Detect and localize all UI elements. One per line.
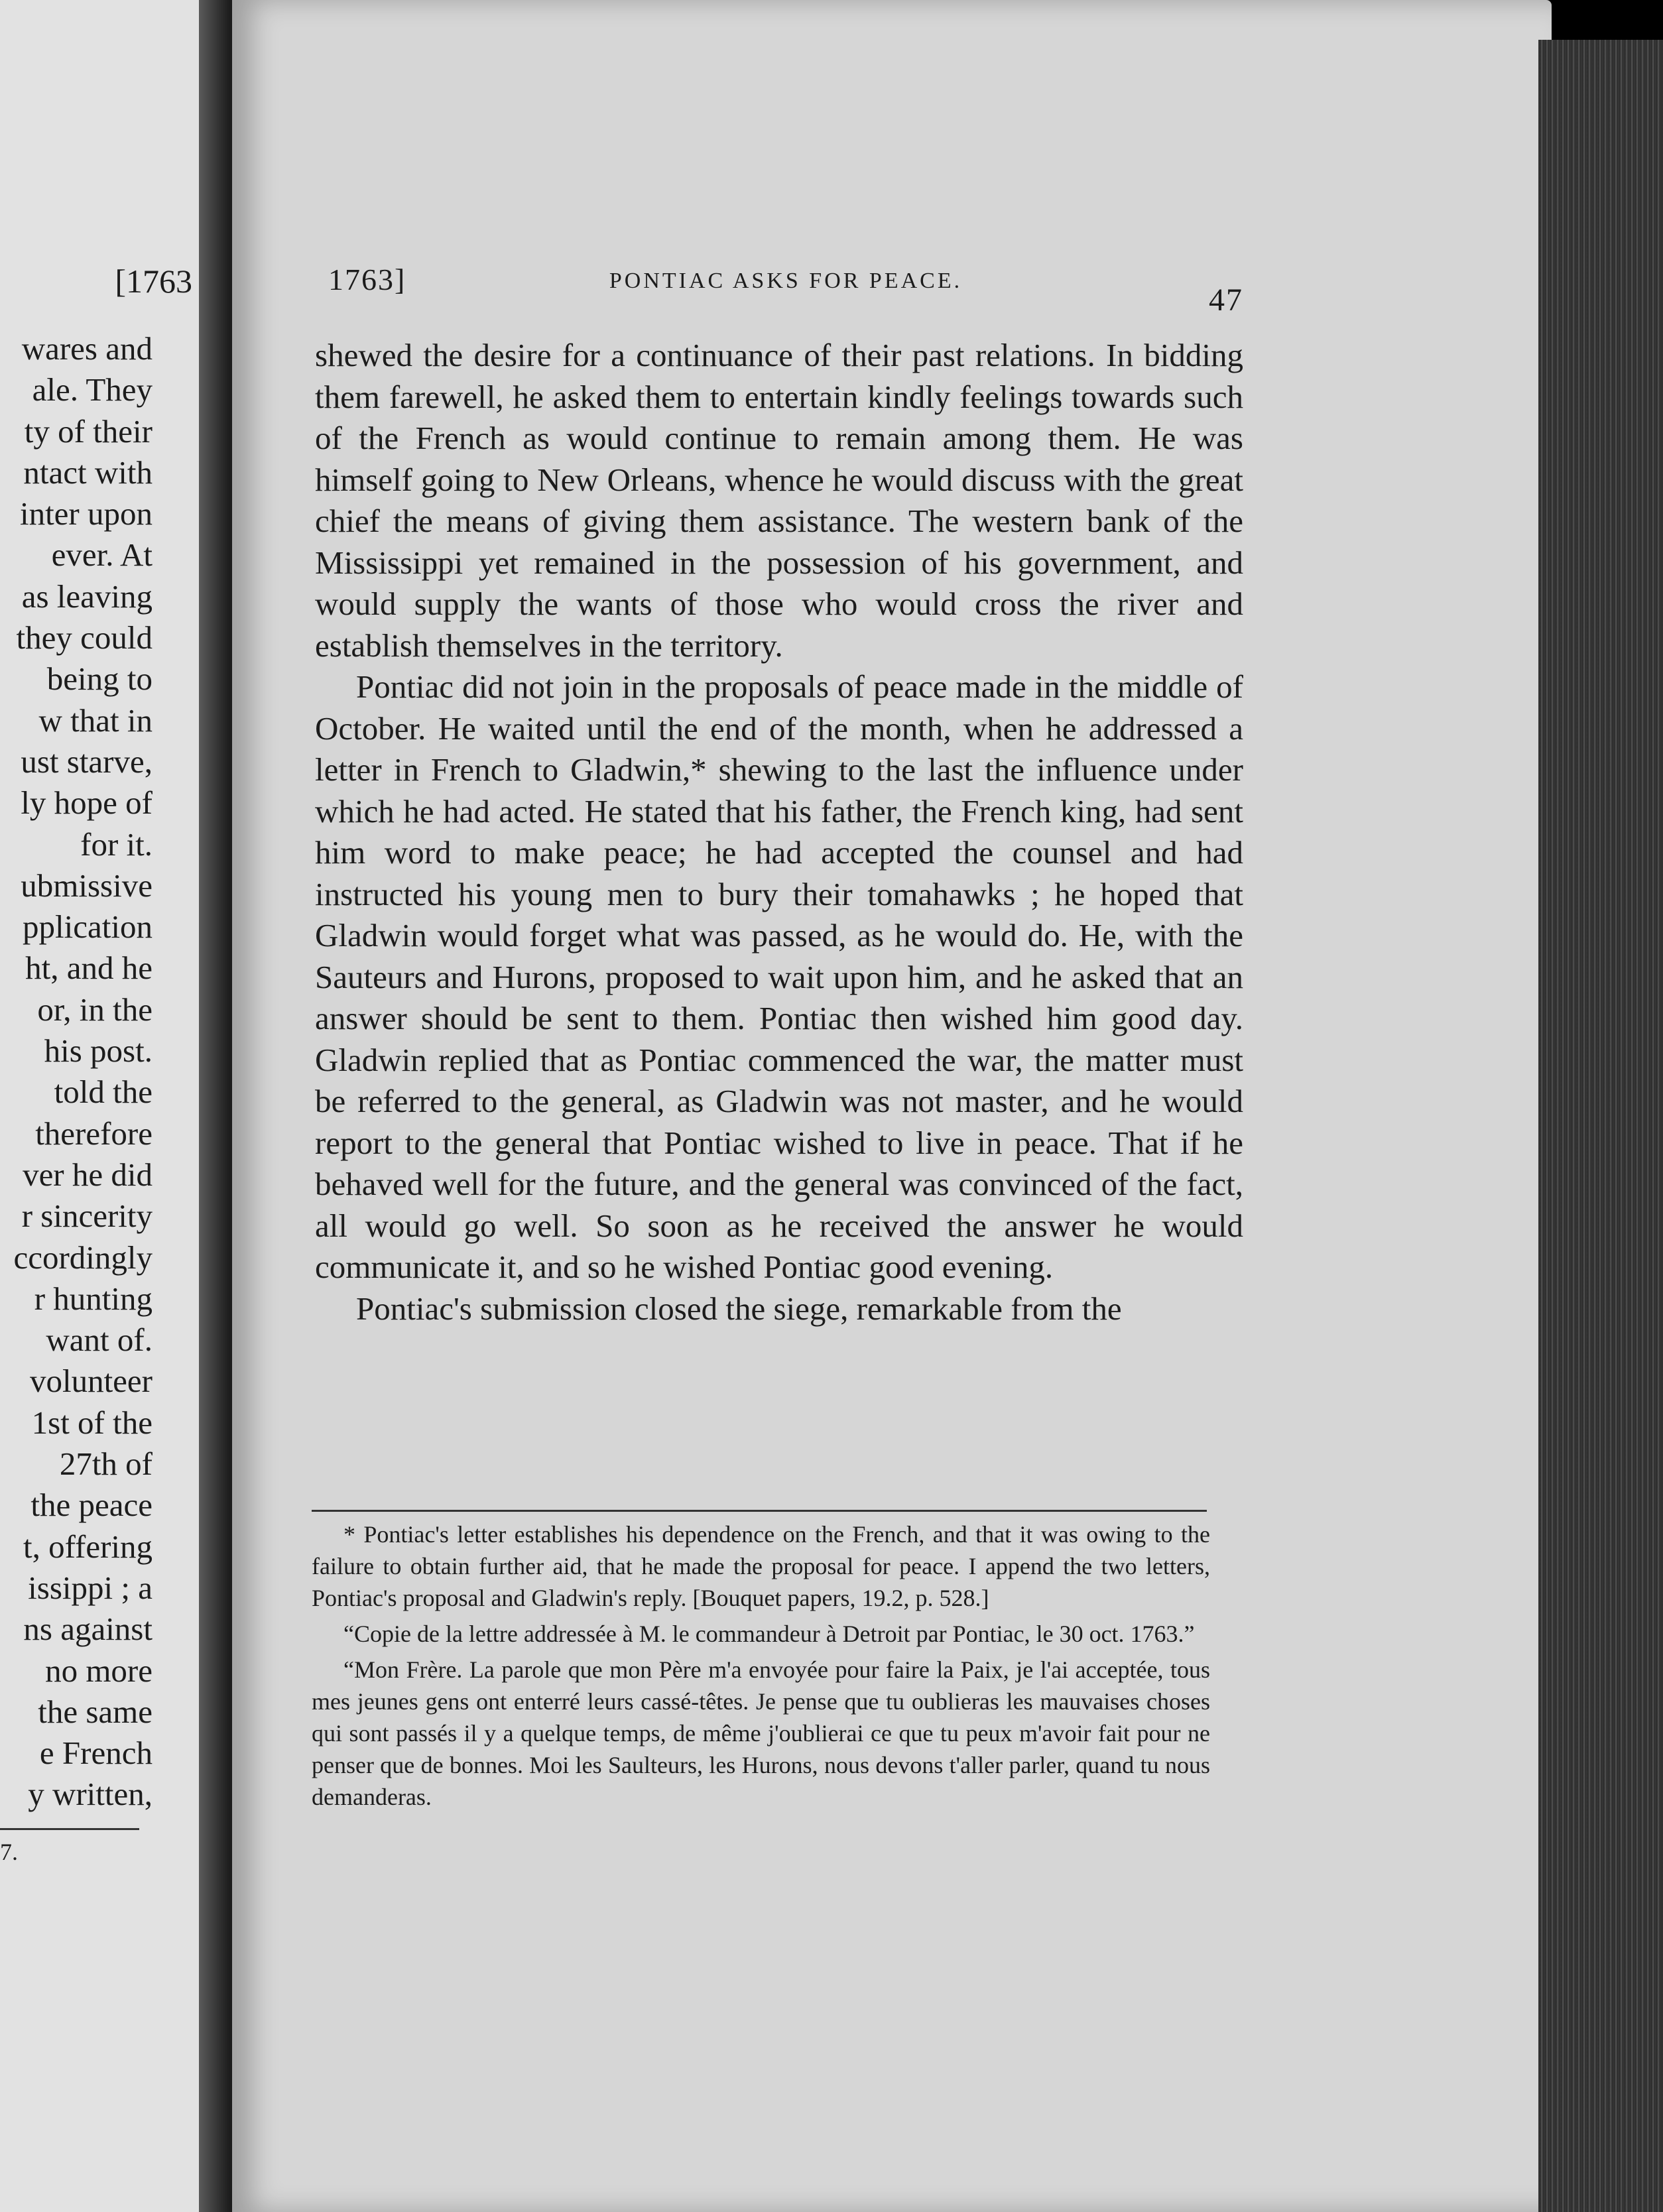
left-line: for it. <box>80 826 153 863</box>
left-line: r sincerity <box>21 1198 153 1235</box>
page-header <box>328 262 1243 318</box>
footnote: “Copie de la lettre addressée à M. le commandeur à Detroit par Pontiac, le 30 oct. 1763.” <box>343 1621 1195 1647</box>
footnotes <box>312 1518 1210 1817</box>
left-line: no more <box>45 1652 153 1689</box>
left-line: w that in <box>38 702 153 739</box>
running-head: PONTIAC ASKS FOR PEACE. <box>609 269 963 293</box>
left-line: ty of their <box>24 412 153 450</box>
left-line: ccordingly <box>13 1239 153 1276</box>
left-footnote-fragment: 7. <box>0 1839 18 1865</box>
left-line: 27th of <box>59 1445 153 1483</box>
left-line: being to <box>46 660 153 698</box>
left-line: therefore <box>35 1115 153 1152</box>
left-line: told the <box>54 1074 153 1111</box>
left-line: issippi ; a <box>28 1569 153 1606</box>
page-number: 47 <box>1209 282 1243 318</box>
left-line: they could <box>16 619 153 656</box>
left-line: his post. <box>44 1032 153 1070</box>
left-line: ht, and he <box>25 950 153 987</box>
left-line: or, in the <box>37 991 153 1028</box>
left-line: pplication <box>23 908 153 946</box>
left-line: 1st of the <box>31 1404 153 1441</box>
left-line: the peace <box>31 1487 153 1524</box>
left-line: ale. They <box>32 371 153 408</box>
left-line: ever. At <box>51 536 153 574</box>
left-page-text <box>0 328 153 1815</box>
left-line: ntact with <box>23 454 153 491</box>
page-edges <box>1538 40 1663 2212</box>
left-line: r hunting <box>34 1280 153 1317</box>
left-line: y written, <box>28 1776 153 1813</box>
left-line: want of. <box>46 1321 153 1359</box>
left-line: t, offering <box>23 1528 153 1565</box>
left-line: ust starve, <box>21 743 153 780</box>
footnote-rule <box>312 1510 1207 1512</box>
paragraph: shewed the desire for a continuance of their past relations. In bidding them farewell, he asked them to entertain kindly feelings towards such of the French as would continue to remain among them. He was himself going to New Orleans, whence he would discuss with the great chief the means of giving them assistance. The western bank of the Mississippi yet remained in the possession of his government, and would supply the wants of those who would cross the river and establish themselves in the territory. <box>315 337 1243 664</box>
paragraph: Pontiac did not join in the proposals of peace made in the middle of October. He waited until the end of the month, when he addressed a letter in French to Gladwin,* shewing to the last the influence under which he had acted. He stated that his father, the French king, had sent him word to make peace; he had accepted the counsel and had instructed his young men to bury their tomahawks ; he hoped that Gladwin would forget what was passed, as he would do. He, with the Sauteurs and Hurons, proposed to wait upon him, and he asked that an answer should be sent to them. Pontiac then wished him good day. Gladwin replied that as Pontiac commenced the war, the matter must be referred to the general, as Gladwin was not master, and he would report to the general that Pontiac wished to live in peace. That if he behaved well for the future, and the general was convinced of the fact, all would go well. So soon as he received the answer he would communicate it, and so he wished Pontiac good evening. <box>315 668 1243 1285</box>
left-line: the same <box>38 1693 153 1730</box>
footnote: * Pontiac's letter establishes his dependence on the French, and that it was owing to the failure to obtain further aid, that he made the proposal for peace. I append the two letters, Pontiac's proposal and Gladwin's reply. [Bouquet papers, 19.2, p. 528.] <box>312 1521 1210 1611</box>
left-page-header: [1763 <box>115 263 192 300</box>
left-line: inter upon <box>19 495 153 532</box>
left-line: ns against <box>23 1611 153 1648</box>
left-line: as leaving <box>21 578 153 615</box>
footnote: “Mon Frère. La parole que mon Père m'a envoyée pour faire la Paix, je l'ai acceptée, tous mes jeunes gens ont enterré leurs cassé-têtes. Je pense que tu oublieras les mauvaises choses qui sont passés il y a quelque temps, de même j'oublierai ce que tu peux m'avoir fait pour ne penser que de bonnes. Moi les Saulteurs, les Hurons, nous devons t'aller parler, quand tu nous demanderas. <box>312 1656 1210 1810</box>
body-text <box>315 335 1243 1329</box>
paragraph: Pontiac's submission closed the siege, remarkable from the <box>356 1290 1122 1327</box>
left-footnote-rule <box>0 1828 139 1830</box>
header-year: 1763] <box>328 263 406 296</box>
left-line: ubmissive <box>21 867 153 904</box>
left-line: wares and <box>21 330 153 367</box>
left-line: ver he did <box>23 1156 153 1193</box>
left-line: volunteer <box>29 1363 153 1400</box>
left-line: ly hope of <box>21 784 153 822</box>
left-facing-page <box>0 0 199 2212</box>
left-line: e French <box>39 1735 153 1772</box>
